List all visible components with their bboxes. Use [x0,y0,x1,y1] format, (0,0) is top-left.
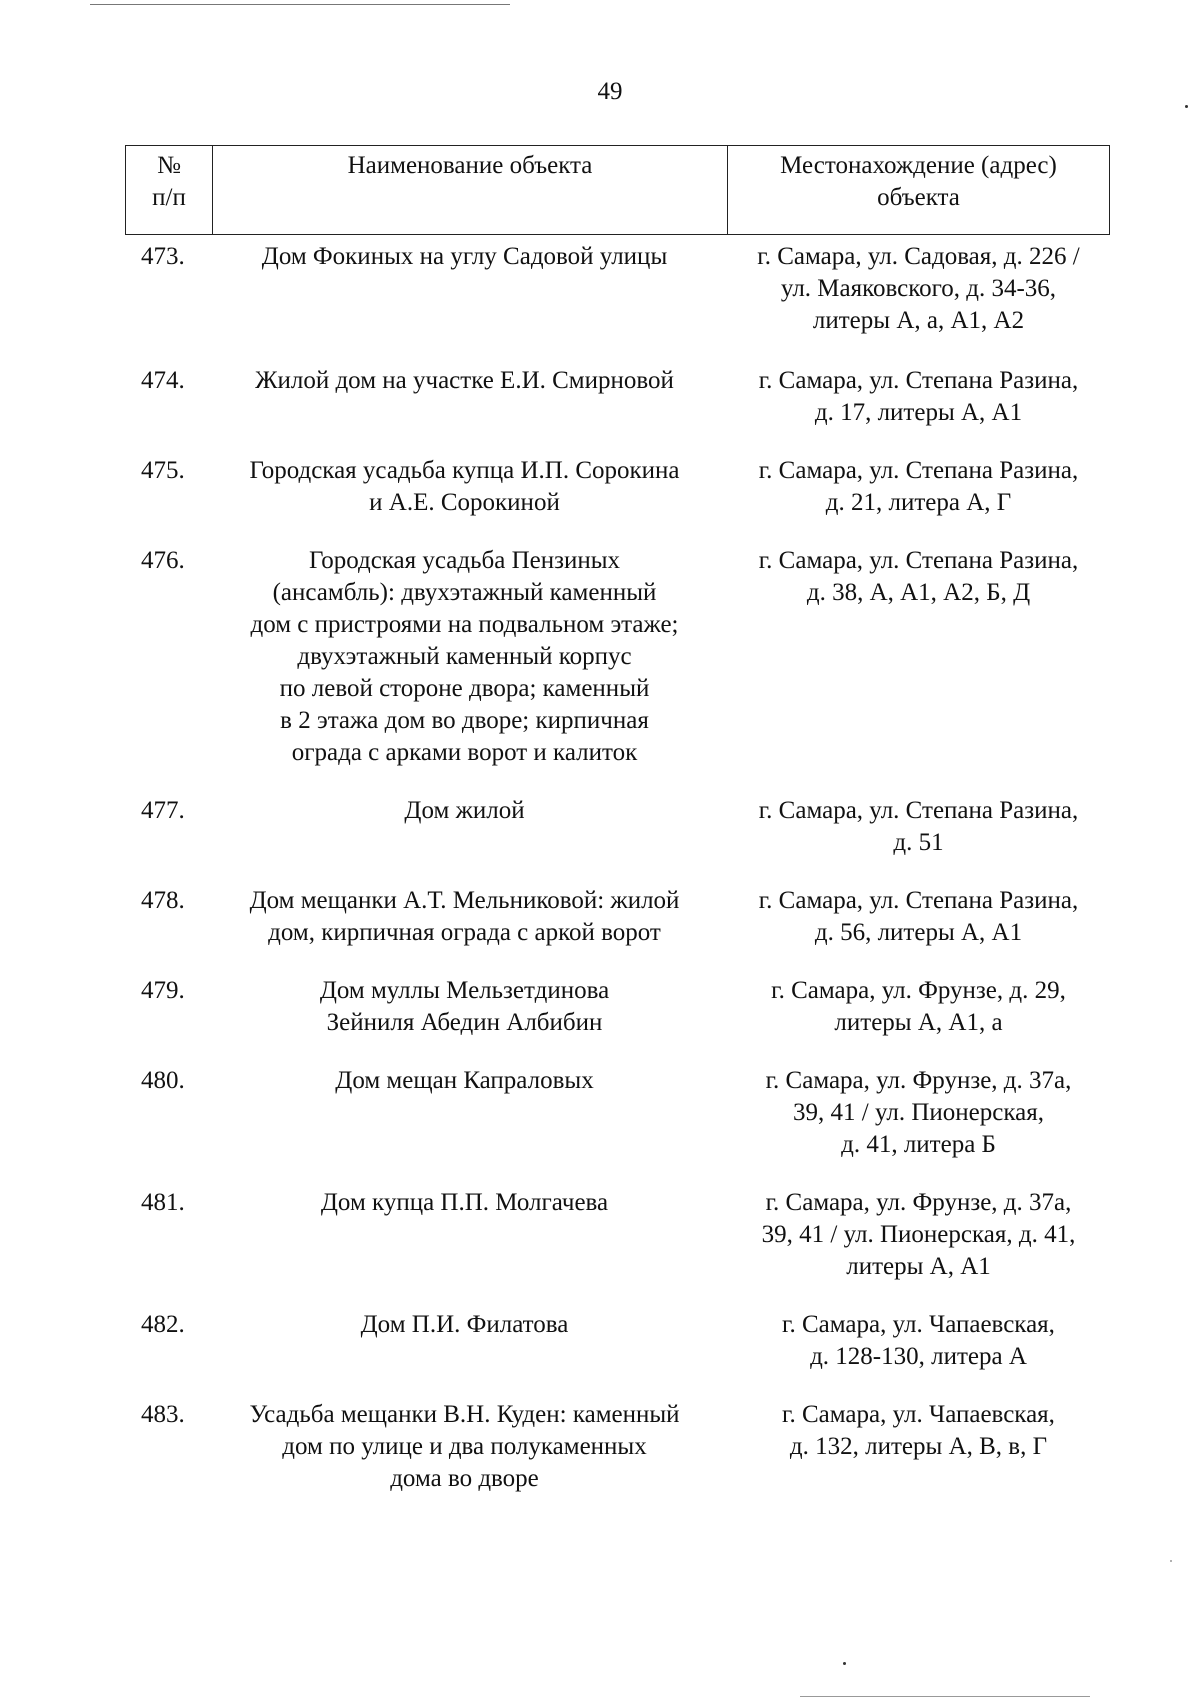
object-name-line: двухэтажный каменный корпус [297,643,632,670]
header-col-number-line2: п/п [152,184,186,211]
table-body [125,235,1115,1521]
object-name-line: Дом П.И. Филатова [360,1311,569,1338]
object-name [207,1399,722,1495]
object-name-line: Дом мещанки А.Т. Мельниковой: жилой [249,887,680,914]
object-address-line: 39, 41 / ул. Пионерская, д. 41, [761,1221,1076,1248]
object-address-line: д. 17, литеры А, А1 [814,399,1023,426]
object-address [722,241,1115,337]
object-address-line: ул. Маяковского, д. 34-36, [780,275,1057,302]
object-address-line: г. Самара, ул. Степана Разина, [758,457,1079,484]
scan-artifact-top-line [90,4,510,5]
object-name-line: дома во дворе [390,1465,539,1492]
object-address-line: г. Самара, ул. Чапаевская, [782,1311,1055,1338]
object-name [207,545,722,769]
object-name-line: по левой стороне двора; каменный [279,675,650,702]
row-number: 482. [141,1311,185,1338]
object-name-line: Дом муллы Мельзетдинова [319,977,610,1004]
object-name-line: в 2 этажа дом во дворе; кирпичная [280,707,649,734]
object-name [207,1187,722,1283]
header-col-address-line2: объекта [877,184,960,211]
object-address [722,975,1115,1039]
object-address-line: д. 56, литеры А, А1 [814,919,1023,946]
row-number: 479. [141,977,185,1004]
object-name [207,975,722,1039]
object-address-line: г. Самара, ул. Чапаевская, [782,1401,1055,1428]
header-col-address [728,146,1110,235]
object-address-line: д. 128-130, литера А [810,1343,1027,1370]
header-col-number-line1: № [157,152,181,179]
header-col-name-text: Наименование объекта [347,152,593,179]
object-address-line: г. Самара, ул. Фрунзе, д. 37а, [765,1189,1072,1216]
object-name [207,365,722,429]
row-number: 476. [141,547,185,574]
object-address-line: д. 38, А, А1, А2, Б, Д [806,579,1031,606]
object-address [722,1187,1115,1283]
object-name-line: дом с пристроями на подвальном этаже; [250,611,679,638]
object-address-line: г. Самара, ул. Степана Разина, [758,367,1079,394]
table-row [125,795,1115,859]
table-row [125,885,1115,949]
table-row [125,1065,1115,1161]
scan-artifact-bottom-line [800,1696,1090,1697]
object-address [722,885,1115,949]
row-number: 478. [141,887,185,914]
object-name-line: Жилой дом на участке Е.И. Смирновой [255,367,674,394]
object-name-line: дом по улице и два полукаменных [282,1433,647,1460]
table-row [125,235,1115,337]
table-row [125,545,1115,769]
object-name-line: Зейниля Абедин Албибин [326,1009,603,1036]
row-number: 481. [141,1189,185,1216]
page-number: 49 [597,78,623,105]
row-number: 473. [141,243,185,270]
object-address [722,545,1115,769]
object-name-line: Дом мещан Капраловых [335,1067,594,1094]
row-number: 475. [141,457,185,484]
object-name-line: и А.Е. Сорокиной [369,489,560,516]
object-address-line: г. Самара, ул. Степана Разина, [758,797,1079,824]
row-number: 483. [141,1401,185,1428]
row-number: 480. [141,1067,185,1094]
object-address-line: г. Самара, ул. Садовая, д. 226 / [757,243,1080,270]
object-address [722,1065,1115,1161]
object-name-line: Усадьба мещанки В.Н. Куден: каменный [249,1401,680,1428]
object-name [207,795,722,859]
scan-speck [1185,105,1188,108]
object-name-line: (ансамбль): двухэтажный каменный [272,579,657,606]
object-address [722,365,1115,429]
object-address-line: г. Самара, ул. Фрунзе, д. 37а, [765,1067,1072,1094]
scan-speck [1170,1560,1172,1562]
header-col-number [126,146,213,235]
object-address [722,1309,1115,1373]
object-address [722,1399,1115,1495]
object-address-line: д. 21, литера А, Г [825,489,1012,516]
object-name [207,455,722,519]
object-name-line: дом, кирпичная ограда с аркой ворот [268,919,661,946]
table-row [125,1309,1115,1373]
object-name-line: Дом купца П.П. Молгачева [320,1189,609,1216]
object-name-line: Городская усадьба купца И.П. Сорокина [249,457,680,484]
table-row [125,1187,1115,1283]
object-address [722,455,1115,519]
object-name-line: Дом Фокиных на углу Садовой улицы [261,243,668,270]
object-address-line: г. Самара, ул. Степана Разина, [758,887,1079,914]
row-number: 477. [141,797,185,824]
object-name-line: ограда с арками ворот и калиток [291,739,638,766]
object-address-line: д. 132, литеры А, В, в, Г [789,1433,1048,1460]
object-address-line: 39, 41 / ул. Пионерская, [793,1099,1044,1126]
table-header [125,145,1110,235]
header-col-address-line1: Местонахождение (адрес) [780,152,1057,179]
object-name-line: Городская усадьба Пензиных [308,547,621,574]
header-col-name [213,146,728,235]
object-address [722,795,1115,859]
table-row [125,975,1115,1039]
object-name [207,1065,722,1161]
object-address-line: литеры А, а, А1, А2 [812,307,1025,334]
table-row [125,365,1115,429]
object-address-line: д. 41, литера Б [841,1131,996,1158]
scan-speck [843,1662,846,1665]
object-address-line: д. 51 [893,829,944,856]
object-name-line: Дом жилой [404,797,525,824]
object-name [207,885,722,949]
object-address-line: литеры А, А1, а [834,1009,1003,1036]
object-address-line: г. Самара, ул. Фрунзе, д. 29, [771,977,1066,1004]
object-name [207,241,722,337]
object-address-line: г. Самара, ул. Степана Разина, [758,547,1079,574]
table-row [125,455,1115,519]
table-row [125,1399,1115,1495]
object-address-line: литеры А, А1 [846,1253,991,1280]
row-number: 474. [141,367,185,394]
object-name [207,1309,722,1373]
